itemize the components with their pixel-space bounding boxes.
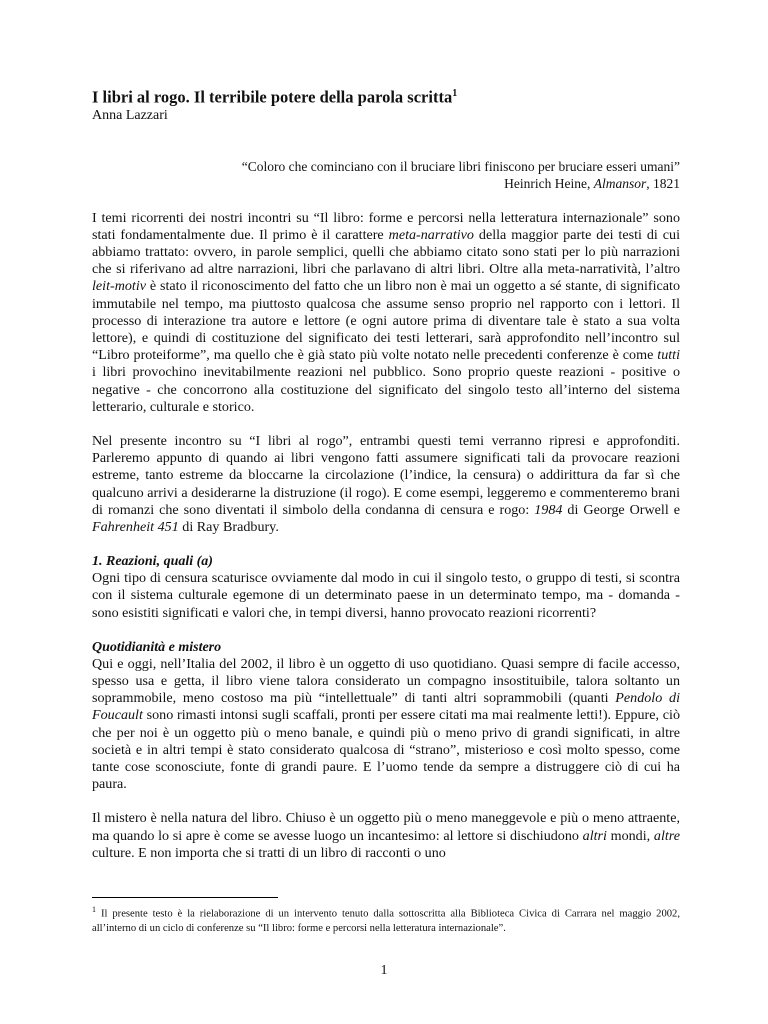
paragraph-1	[92, 210, 680, 416]
epigraph-year: , 1821	[646, 175, 680, 191]
paragraph-text: culture. E non importa che si tratti di un libro di racconti o uno	[92, 844, 446, 861]
paragraph-text: di George Orwell e	[562, 501, 681, 518]
paragraph-italic: Fahrenheit 451	[92, 518, 179, 535]
paragraph-text: Qui e oggi, nell’Italia del 2002, il libro è un oggetto di uso quotidiano. Quasi sempre di facile accesso, spesso usa e getta, il libro viene talora considerato un compagno insostituibile, talora soltanto un soprammobile, meno costoso ma più “intellettuale” di tanti altri soprammobili (quanti	[92, 655, 680, 707]
footnote-divider	[92, 897, 278, 898]
paragraph-text: della maggior parte dei testi di cui abbiamo trattato: ovvero, in parole semplici, quelli che abbiamo citato sono stati per lo più narrazioni che si riferivano ad altre narrazioni, libri che parlavano di altri libri. Oltre alla meta-narratività, l’altro	[92, 226, 680, 278]
paragraph-text: è stato il riconoscimento del fatto che un libro non è mai un oggetto a sé stante, di significato immutabile nel tempo, ma piuttosto qualcosa che assume senso proprio nel rapporto con i lettori. Il processo di interazione tra autore e lettore (e ogni autore prima di diventare tale è stato a sua volta lettore), e quindi di costituzione del significato dei testi letterari, sarà approfondito nell’incontro sul “Libro proteiforme”, ma quello che è già stato più volte notato nelle precedenti conferenze è come	[92, 278, 680, 364]
epigraph-author: Heinrich Heine,	[504, 175, 594, 191]
paragraph-text: di Ray Bradbury.	[178, 518, 279, 535]
paragraph-italic: 1984	[534, 501, 563, 518]
main-content	[92, 84, 680, 862]
paragraph-4	[92, 656, 680, 794]
paragraph-text: i libri provochino inevitabilmente reazioni nel pubblico. Sono proprio queste reazioni - positive o negative - che concorrono alla costituzione del significato del singolo testo all’interno del sistema letterario, culturale e storico.	[92, 364, 680, 415]
paragraph-2	[92, 433, 680, 536]
paragraph-text: Il mistero è nella natura del libro. Chiuso è un oggetto più o meno maneggevole e più o meno attraente, ma quando lo si apre è come se avesse luogo un incantesimo: al lettore si dischiudono	[92, 810, 680, 844]
epigraph	[92, 158, 680, 192]
footnote-text: Il presente testo è la rielaborazione di un intervento tenuto dalla sottoscritta alla Biblioteca Civica di Carrara nel maggio 2002, all’interno di un ciclo di conferenze su “Il libro: forme e percorsi nella letteratura internazionale”.	[92, 908, 680, 934]
page-number: 1	[380, 963, 388, 978]
footnote-reference[interactable]: 1	[452, 88, 458, 99]
paragraph-italic: altri	[582, 827, 607, 844]
document-title	[92, 84, 680, 108]
author-name: Anna Lazzari	[92, 107, 168, 123]
paragraph-italic: altre	[653, 827, 680, 844]
epigraph-attribution	[92, 175, 680, 192]
paragraph-italic: Pendolo di Foucault	[92, 690, 680, 724]
title-text: I libri al rogo. Il terribile potere della parola scritta	[92, 87, 453, 107]
subsection-heading: Quotidianità e mistero	[92, 639, 222, 655]
paragraph-3: Ogni tipo di censura scaturisce ovviamente dal modo in cui il singolo testo, o gruppo di testi, si scontra con il sistema culturale egemone di un determinato paese in un determinato tempo, ma - domanda - sono esistiti significati e valori che, in tempi diversi, hanno provocato reazioni ricorrenti?	[92, 570, 680, 621]
footnote	[92, 903, 680, 936]
paragraph-text: Nel presente incontro su “I libri al rogo”, entrambi questi temi verranno ripresi e approfonditi. Parleremo appunto di quando ai libri vengono fatti assumere significati tali da provocare reazioni estreme, tanto estreme da bloccarne la circolazione (l’indice, la censura) o addirittura da far sì che qualcuno arrivi a desiderarne la distruzione (il rogo). E come esempi, leggeremo e commenteremo brani di romanzi che sono diventati il simbolo della condanna di censura e rogo:	[92, 432, 680, 518]
epigraph-quote: “Coloro che cominciano con il bruciare libri finiscono per bruciare esseri umani”	[241, 158, 680, 174]
section-heading: 1. Reazioni, quali (a)	[92, 554, 213, 570]
paragraph-italic: meta-narrativo	[388, 226, 474, 243]
paragraph-italic: tutti	[657, 347, 680, 364]
paragraph-text: mondi,	[606, 827, 654, 844]
epigraph-work: Almansor	[593, 175, 647, 191]
paragraph-5	[92, 810, 680, 862]
paragraph-text: sono rimasti intonsi sugli scaffali, pronti per essere citati ma mai realmente letti!). Eppure, ciò che per noi è un oggetto più o meno banale, e quindi più o meno privo di grandi significati, in altre società e in altri tempi è stato considerato qualcosa di “strano”, misterioso e così molto spesso, come tante cose sconosciute, fonte di grandi paure. E l’uomo tende da sempre a distruggere ciò di cui ha paura.	[92, 707, 680, 793]
footnote-mark: 1	[92, 905, 96, 914]
paragraph-text: I temi ricorrenti dei nostri incontri su “Il libro: forme e percorsi nella letteratura internazionale” sono stati fondamentalmente due. Il primo è il carattere	[92, 209, 680, 243]
paragraph-italic: leit-motiv	[92, 278, 147, 295]
